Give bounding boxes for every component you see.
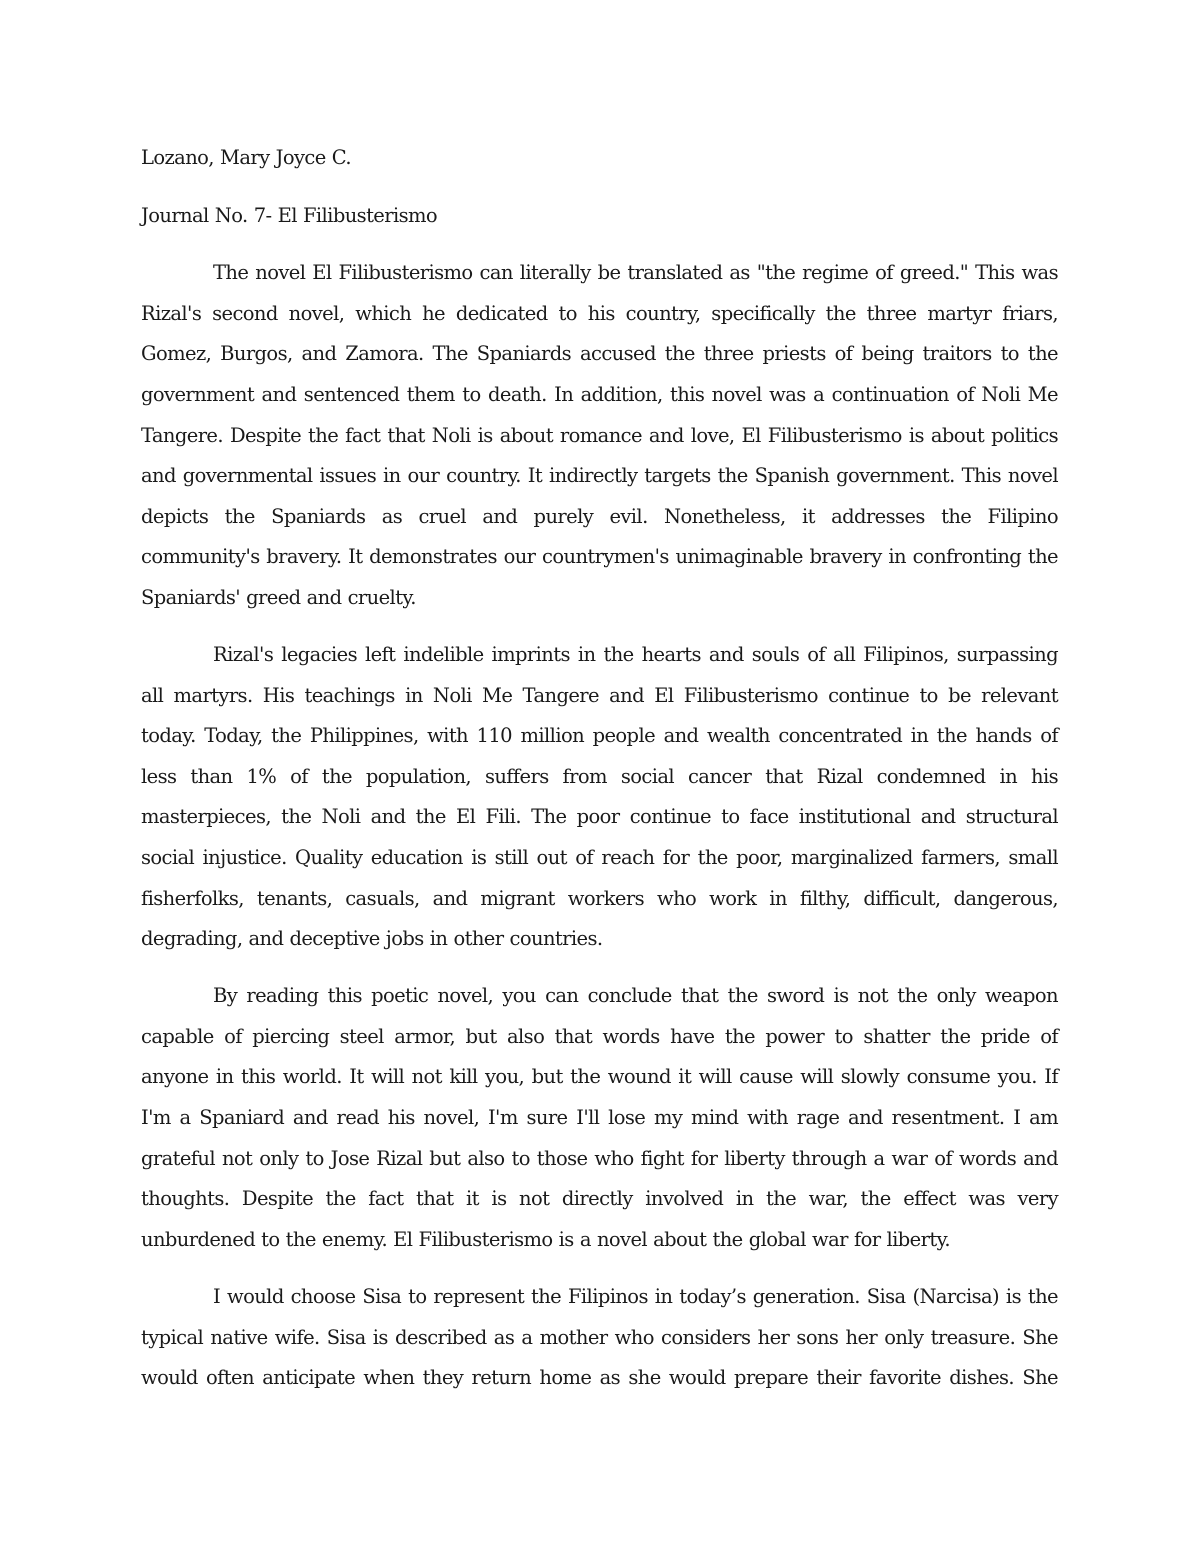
paragraph-3: By reading this poetic novel, you can conclude that the sword is not the only weapon capable of piercing steel armor, but also that words have the power to shatter the pride of anyone in this world. It will not kill you, but the wound it will cause will slowly consume you. If I'm a Spaniard and read his novel, I'm sure I'll lose my mind with rage and resentment. I am grateful not only to Jose Rizal but also to those who fight for liberty through a war of words and thoughts. Despite the fact that it is not directly involved in the war, the effect was very unburdened to the enemy. El Filibusterismo is a novel about the global war for liberty. bbox=[141, 984, 1058, 1251]
author-name: Lozano, Mary Joyce C. bbox=[141, 146, 351, 169]
paragraph-2: Rizal's legacies left indelible imprints in the hearts and souls of all Filipinos, surpassing all martyrs. His teachings in Noli Me Tangere and El Filibusterismo continue to be relevant today. Today, the Philippines, with 110 million people and wealth concentrated in the hands of less than 1% of the population, suffers from social cancer that Rizal condemned in his masterpieces, the Noli and the El Fili. The poor continue to face institutional and structural social injustice. Quality education is still out of reach for the poor, marginalized farmers, small fisherfolks, tenants, casuals, and migrant workers who work in filthy, difficult, dangerous, degrading, and deceptive jobs in other countries. bbox=[141, 643, 1058, 951]
journal-title: Journal No. 7- El Filibusterismo bbox=[141, 203, 438, 227]
paragraph-1: The novel El Filibusterismo can literally be translated as "the regime of greed." This was Rizal's second novel, which he dedicated to his country, specifically the three martyr friars, Gomez, Burgos, and Zamora. The Spaniards accused the three priests of being traitors to the government and sentenced them to death. In addition, this novel was a continuation of Noli Me Tangere. Despite the fact that Noli is about romance and love, El Filibusterismo is about politics and governmental issues in our country. It indirectly targets the Spanish government. This novel depicts the Spaniards as cruel and purely evil. Nonetheless, it addresses the Filipino community's bravery. It demonstrates our countrymen's unimaginable bravery in confronting the Spaniards' greed and cruelty. bbox=[141, 261, 1058, 609]
paragraph-4: I would choose Sisa to represent the Filipinos in today’s generation. Sisa (Narcisa) is the typical native wife. Sisa is described as a mother who considers her sons her only treasure. She would often anticipate when they return home as she would prepare their favorite dishes. She bbox=[141, 1284, 1058, 1390]
document-body bbox=[141, 138, 1058, 1399]
